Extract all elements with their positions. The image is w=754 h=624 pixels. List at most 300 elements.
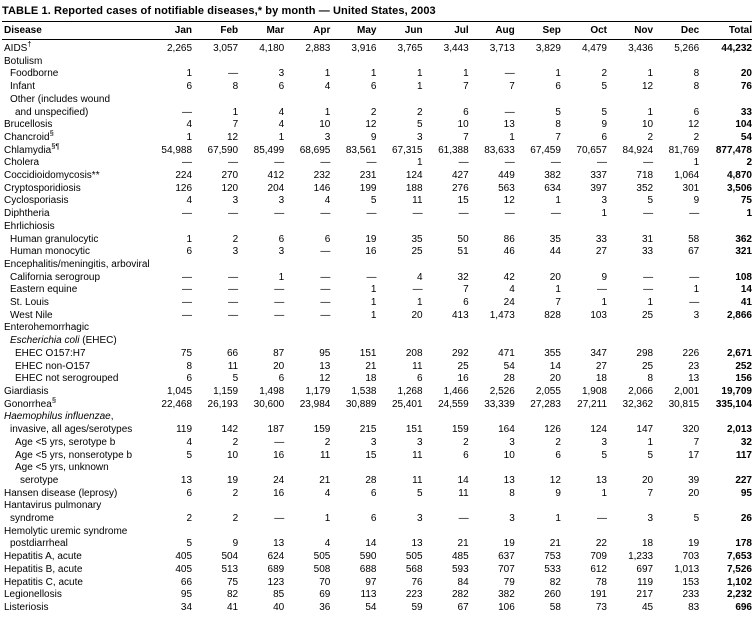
month-value-cell: — [689, 271, 700, 283]
total-cell: 335,104 [715, 398, 752, 410]
month-value-cell: 24,559 [438, 398, 469, 410]
month-value-cell: — [597, 157, 607, 169]
total-cell: 178 [735, 538, 752, 550]
month-value-cell: 15 [365, 449, 377, 461]
section-header-row [2, 56, 752, 69]
total-cell: 2 [746, 157, 752, 169]
month-value-cell: 4,180 [259, 43, 285, 54]
month-value-cell: 1 [186, 68, 193, 80]
disease-label: EHEC not serogrouped [15, 373, 119, 385]
month-value-cell [423, 221, 469, 234]
month-value-cell [561, 221, 607, 234]
month-value-cell: 4 [417, 271, 423, 283]
month-value-cell: 3 [417, 513, 423, 525]
month-value-cell: 707 [498, 563, 515, 575]
month-value-cell: 25,401 [391, 398, 423, 410]
table-row [2, 195, 752, 208]
month-value-cell: 2 [232, 233, 239, 245]
month-value-cell: — [643, 284, 654, 296]
month-value-cell [561, 322, 607, 335]
table-row [2, 526, 752, 551]
month-value-cell: 12 [688, 119, 700, 131]
month-value-cell: 34 [180, 601, 193, 613]
total-cell: 95 [740, 487, 752, 499]
month-value-cell: 3,916 [351, 43, 377, 54]
month-value-cell: 18 [595, 373, 607, 385]
total-cell: 1,102 [726, 576, 752, 588]
month-value-cell [515, 221, 561, 234]
month-value-cell: — [458, 157, 469, 169]
table-row [2, 272, 752, 285]
month-value-cell: 1,268 [397, 385, 423, 397]
month-value-cell: 13 [688, 373, 700, 385]
month-value-cell: 397 [590, 182, 607, 194]
month-value-cell: — [182, 309, 193, 321]
table-row [2, 310, 752, 323]
month-value-cell [515, 335, 561, 348]
month-value-cell: 13 [273, 538, 285, 550]
month-value-cell: 119 [176, 424, 193, 436]
table-row [2, 551, 752, 564]
month-value-cell: — [228, 68, 239, 80]
month-value-cell: 352 [636, 182, 654, 194]
table-row [2, 361, 752, 374]
month-value-cell: 78 [595, 576, 607, 588]
table-row [2, 297, 752, 310]
month-value-cell [469, 56, 515, 69]
month-value-cell: 10 [227, 449, 239, 461]
month-value-cell: 126 [544, 424, 561, 436]
total-cell: 3,506 [726, 182, 752, 194]
disease-label: Human monocytic [10, 246, 91, 258]
month-value-cell: 3,443 [443, 43, 469, 54]
table-row [2, 284, 752, 297]
month-value-cell: 7 [463, 131, 469, 143]
month-value-cell [192, 335, 238, 348]
month-value-cell: 5 [417, 487, 423, 499]
month-value-cell [561, 56, 607, 69]
month-value-cell: 9 [601, 271, 607, 283]
month-value-cell: 10 [503, 449, 515, 461]
month-value-cell: 28 [503, 373, 515, 385]
column-header-jul: Jul [423, 22, 469, 40]
month-value-cell: 6 [417, 373, 423, 385]
month-value-cell: — [550, 208, 561, 220]
month-value-cell: 2 [463, 436, 469, 448]
header-row [2, 22, 752, 40]
month-value-cell: — [274, 309, 285, 321]
month-value-cell: 120 [221, 182, 239, 194]
month-value-cell: 32,362 [622, 398, 654, 410]
month-value-cell: 4 [324, 195, 331, 207]
month-value-cell: 449 [498, 170, 515, 182]
month-value-cell [192, 259, 238, 272]
month-value-cell: — [274, 284, 285, 296]
table-row [2, 488, 752, 501]
month-value-cell: 382 [544, 170, 561, 182]
month-value-cell: 208 [405, 347, 423, 359]
month-value-cell: 40 [273, 601, 285, 613]
month-value-cell: — [182, 297, 193, 309]
table-body [2, 40, 752, 615]
month-value-cell: 1 [647, 436, 654, 448]
month-value-cell [284, 322, 330, 335]
month-value-cell: 1 [370, 309, 377, 321]
disease-label: Enterohemorrhagic [4, 322, 90, 334]
month-value-cell: 10 [641, 119, 654, 131]
month-value-cell: 4 [186, 119, 193, 131]
month-value-cell: 413 [451, 309, 469, 321]
month-value-cell: 30,815 [668, 398, 700, 410]
month-value-cell: 67,459 [530, 144, 561, 156]
month-value-cell: 20 [411, 309, 423, 321]
month-value-cell: 119 [637, 576, 654, 588]
month-value-cell: — [320, 271, 331, 283]
total-cell: 19,709 [721, 385, 752, 397]
month-value-cell [607, 335, 653, 348]
month-value-cell: 58 [549, 601, 561, 613]
disease-label: Age <5 yrs, nonserotype b [15, 449, 133, 461]
table-row [2, 132, 752, 145]
month-value-cell: 5 [601, 81, 607, 93]
month-value-cell: 223 [405, 589, 423, 601]
disease-label: Gonorrhea§ [4, 395, 56, 410]
month-value-cell: 25 [641, 360, 654, 372]
month-value-cell: 20 [549, 373, 561, 385]
month-value-cell: 41 [227, 601, 239, 613]
month-value-cell: 1 [693, 157, 700, 169]
month-value-cell: 5 [555, 106, 561, 118]
month-value-cell: 124 [590, 424, 607, 436]
month-value-cell: 70,657 [576, 144, 607, 156]
month-value-cell: — [412, 208, 423, 220]
month-value-cell: 67,590 [207, 144, 239, 156]
month-value-cell: 2 [232, 487, 239, 499]
total-cell: 877,478 [715, 144, 752, 156]
column-header-jan: Jan [146, 22, 192, 40]
month-value-cell: 1 [186, 233, 193, 245]
month-value-cell: 54 [365, 601, 377, 613]
month-value-cell: 14 [457, 474, 469, 486]
month-value-cell: 33,339 [484, 398, 515, 410]
month-value-cell: 15 [457, 195, 469, 207]
column-header-dec: Dec [653, 22, 699, 40]
disease-label: EHEC O157:H7 [15, 347, 86, 359]
month-value-cell: 21 [319, 474, 331, 486]
month-value-cell: 593 [451, 563, 469, 575]
month-value-cell: 718 [636, 170, 654, 182]
month-value-cell [515, 322, 561, 335]
month-value-cell: — [228, 297, 239, 309]
month-value-cell: — [643, 271, 654, 283]
month-value-cell: — [504, 106, 515, 118]
month-value-cell: 4 [278, 119, 285, 131]
disease-label: Listeriosis [4, 601, 49, 613]
disease-label: Cholera [4, 157, 40, 169]
month-value-cell: 282 [451, 589, 469, 601]
month-value-cell: 9 [601, 119, 607, 131]
disease-label: Hepatitis B, acute [4, 563, 83, 575]
total-cell: 33 [740, 106, 752, 118]
month-value-cell: 215 [359, 424, 377, 436]
month-value-cell: 20 [641, 474, 654, 486]
table-row [2, 602, 752, 615]
month-value-cell: — [320, 208, 331, 220]
diseases-by-month-table [2, 22, 752, 615]
section-header-row [2, 335, 752, 348]
month-value-cell: 6 [186, 487, 193, 499]
month-value-cell: 84 [457, 576, 469, 588]
month-value-cell: 44 [549, 246, 561, 258]
month-value-cell: 292 [451, 347, 469, 359]
month-value-cell: 753 [544, 551, 561, 563]
total-cell: 26 [740, 513, 752, 525]
month-value-cell: — [597, 284, 607, 296]
month-value-cell: 106 [498, 601, 515, 613]
month-value-cell: 58 [688, 233, 700, 245]
month-value-cell: 5 [186, 449, 193, 461]
month-value-cell: 30,889 [345, 398, 377, 410]
month-value-cell: 4 [278, 106, 285, 118]
month-value-cell [423, 322, 469, 335]
month-value-cell: 3 [278, 246, 285, 258]
table-row [2, 577, 752, 590]
disease-label: Escherichia coli (EHEC) [10, 335, 117, 347]
total-cell: 696 [735, 601, 752, 613]
month-value-cell: 6 [693, 106, 700, 118]
month-value-cell: 2 [186, 513, 193, 525]
month-value-cell: 68,695 [299, 144, 331, 156]
month-value-cell: 3 [647, 513, 654, 525]
month-value-cell: 5 [417, 119, 423, 131]
month-value-cell: 4 [324, 487, 331, 499]
month-value-cell: 1 [370, 297, 377, 309]
month-value-cell [146, 322, 192, 335]
month-value-cell: — [320, 297, 331, 309]
table-row [2, 589, 752, 602]
month-value-cell: 4 [324, 538, 331, 550]
month-value-cell: 382 [498, 589, 515, 601]
total-cell: 7,526 [726, 563, 752, 575]
month-value-cell: 151 [359, 347, 377, 359]
month-value-cell: 3,829 [535, 43, 561, 54]
month-value-cell: 301 [682, 182, 700, 194]
month-value-cell: 3 [417, 131, 423, 143]
column-header-jun: Jun [376, 22, 422, 40]
month-value-cell: 2 [555, 436, 561, 448]
month-value-cell [330, 335, 376, 348]
month-value-cell: 1 [555, 68, 561, 80]
month-value-cell: 21 [549, 538, 561, 550]
month-value-cell: 3 [693, 309, 700, 321]
month-value-cell: 39 [688, 474, 700, 486]
month-value-cell: 46 [503, 246, 515, 258]
month-value-cell: 4 [186, 195, 193, 207]
total-cell: 2,013 [726, 424, 752, 436]
month-value-cell: 1 [647, 106, 654, 118]
total-cell [699, 335, 752, 348]
column-header-mar: Mar [238, 22, 284, 40]
month-value-cell [515, 56, 561, 69]
month-value-cell: 75 [227, 576, 239, 588]
total-cell: 41 [740, 297, 752, 309]
month-value-cell: 95 [180, 589, 193, 601]
month-value-cell: 16 [273, 487, 285, 499]
month-value-cell [284, 335, 330, 348]
month-value-cell: 84,924 [622, 144, 654, 156]
total-cell: 321 [735, 246, 752, 258]
month-value-cell: 1,538 [351, 385, 377, 397]
month-value-cell: 3 [232, 246, 239, 258]
month-value-cell: 2 [232, 513, 239, 525]
month-value-cell: — [412, 284, 423, 296]
month-value-cell: 24 [273, 474, 285, 486]
month-value-cell: 12 [319, 373, 331, 385]
month-value-cell: 24 [503, 297, 515, 309]
month-value-cell: 689 [267, 563, 285, 575]
month-value-cell: 11 [227, 360, 239, 372]
month-value-cell: 21 [365, 360, 377, 372]
month-value-cell: 3,713 [489, 43, 515, 54]
table-header [2, 22, 752, 40]
month-value-cell [192, 221, 238, 234]
month-value-cell: 485 [451, 551, 469, 563]
month-value-cell: 1 [324, 68, 331, 80]
month-value-cell: 1 [278, 271, 285, 283]
total-cell: 1 [746, 208, 752, 220]
month-value-cell: 3 [601, 195, 607, 207]
month-value-cell: 28 [365, 474, 377, 486]
month-value-cell: 1 [647, 68, 654, 80]
month-value-cell: 146 [313, 182, 331, 194]
month-value-cell: — [274, 436, 285, 448]
month-value-cell: 7 [463, 81, 469, 93]
month-value-cell: 7 [463, 284, 469, 296]
month-value-cell [561, 335, 607, 348]
table-row [2, 81, 752, 94]
month-value-cell [653, 322, 699, 335]
month-value-cell: 1,013 [674, 563, 700, 575]
month-value-cell: 2,883 [305, 43, 331, 54]
month-value-cell: 6 [555, 449, 561, 461]
month-value-cell: — [458, 513, 469, 525]
month-value-cell: 5 [647, 449, 654, 461]
month-value-cell: 42 [503, 271, 515, 283]
month-value-cell [146, 259, 192, 272]
month-value-cell: 568 [405, 563, 423, 575]
month-value-cell: 17 [688, 449, 700, 461]
footnote-marker: §¶ [51, 141, 60, 151]
month-value-cell: 270 [221, 170, 239, 182]
total-cell: 108 [735, 271, 752, 283]
month-value-cell: 8 [186, 360, 193, 372]
month-value-cell: 1,045 [166, 385, 193, 397]
month-value-cell: 12 [549, 474, 561, 486]
disease-label: Botulism [4, 55, 43, 67]
month-value-cell: 5,266 [674, 43, 700, 54]
total-cell: 4,870 [726, 170, 752, 182]
disease-label: St. Louis [10, 297, 49, 309]
month-value-cell: 67,315 [391, 144, 423, 156]
month-value-cell: 1 [417, 297, 423, 309]
month-value-cell: 11 [412, 449, 423, 461]
month-value-cell: 191 [590, 589, 607, 601]
month-value-cell: 67 [457, 601, 469, 613]
disease-label: Infant [10, 81, 36, 93]
disease-label: California serogroup [10, 271, 101, 283]
disease-label: Eastern equine [10, 284, 78, 296]
total-cell: 76 [740, 81, 752, 93]
month-value-cell: 1 [601, 297, 607, 309]
disease-label: Age <5 yrs, unknown serotype [15, 462, 109, 486]
month-value-cell: — [689, 208, 700, 220]
month-value-cell: 12 [365, 119, 377, 131]
month-value-cell: — [504, 208, 515, 220]
total-cell: 75 [740, 195, 752, 207]
month-value-cell: 19 [227, 474, 239, 486]
month-value-cell [423, 259, 469, 272]
month-value-cell: 347 [590, 347, 607, 359]
month-value-cell: 87 [273, 347, 285, 359]
month-value-cell: 79 [503, 576, 515, 588]
month-value-cell: 634 [544, 182, 561, 194]
month-value-cell: 23,984 [299, 398, 331, 410]
month-value-cell: — [504, 157, 515, 169]
column-header-sep: Sep [515, 22, 561, 40]
total-cell: 117 [735, 449, 752, 461]
disease-label: Diphtheria [4, 208, 50, 220]
month-value-cell: 66 [227, 347, 239, 359]
footnote-marker: † [27, 39, 32, 49]
month-value-cell: 4 [324, 81, 331, 93]
month-value-cell: 2,055 [535, 385, 561, 397]
month-value-cell: — [366, 157, 377, 169]
month-value-cell: 35 [549, 233, 561, 245]
section-header-row [2, 259, 752, 272]
month-value-cell: 12 [641, 81, 654, 93]
month-value-cell: 51 [457, 246, 469, 258]
disease-label: Brucellosis [4, 119, 53, 131]
disease-label: Giardiasis [4, 385, 49, 397]
month-value-cell [376, 335, 422, 348]
month-value-cell: 276 [451, 182, 469, 194]
month-value-cell: 19 [688, 538, 700, 550]
month-value-cell [238, 259, 284, 272]
column-header-disease: Disease [2, 22, 146, 40]
month-value-cell: 3 [509, 513, 515, 525]
month-value-cell: 2 [693, 131, 700, 143]
month-value-cell [284, 259, 330, 272]
month-value-cell: 83,633 [484, 144, 515, 156]
month-value-cell [469, 322, 515, 335]
month-value-cell: 5 [647, 195, 654, 207]
month-value-cell: 2,001 [674, 385, 700, 397]
month-value-cell: — [504, 68, 515, 80]
month-value-cell: 1 [509, 131, 515, 143]
month-value-cell: 10 [457, 119, 469, 131]
total-cell: 252 [735, 360, 752, 372]
month-value-cell: 1 [278, 131, 285, 143]
month-value-cell: 1 [370, 68, 377, 80]
disease-label: Cryptosporidiosis [4, 182, 81, 194]
month-value-cell: 85,499 [253, 144, 285, 156]
month-value-cell: 260 [544, 589, 561, 601]
month-value-cell: — [366, 208, 377, 220]
month-value-cell: 8 [693, 68, 700, 80]
total-cell: 7,653 [726, 551, 752, 563]
table-row [2, 119, 752, 132]
month-value-cell: — [228, 309, 239, 321]
